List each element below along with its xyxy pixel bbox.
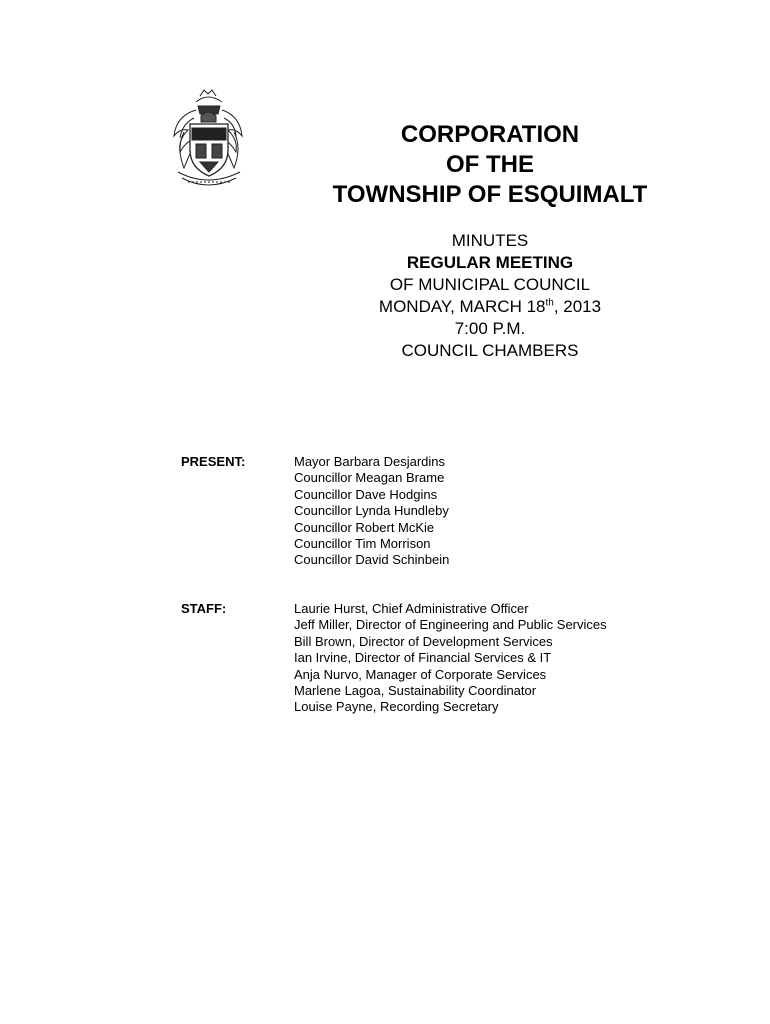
present-member: Councillor Dave Hodgins [294,486,438,502]
meeting-date-prefix: MONDAY, MARCH 18 [378,297,546,316]
present-member: Mayor Barbara Desjardins [294,454,446,469]
staff-list [294,601,607,716]
present-member: Councillor Meagan Brame [294,470,445,486]
staff-member: Ian Irvine, Director of Financial Services & IT [294,650,552,666]
present-member: Councillor Tim Morrison [294,536,431,552]
staff-member: Bill Brown, Director of Development Services [294,633,553,649]
meeting-date [290,296,690,318]
meeting-time: 7:00 P.M. [454,319,526,338]
present-member: Councillor Robert McKie [294,519,435,535]
present-list [294,454,449,569]
meeting-date-suffix: , 2013 [553,297,602,316]
meeting-name: REGULAR MEETING [406,253,574,272]
staff-member: Anja Nurvo, Manager of Corporate Services [294,666,547,682]
meeting-type: MINUTES [451,231,529,250]
title-line-3: TOWNSHIP OF ESQUIMALT [332,181,648,208]
title-line-1: CORPORATION [400,121,580,148]
present-member: Councillor Lynda Hundleby [294,503,449,519]
staff-member: Marlene Lagoa, Sustainability Coordinator [294,683,537,699]
present-member: Councillor David Schinbein [294,552,450,568]
title-line-2: OF THE [446,151,534,178]
coat-of-arms-icon [166,88,250,196]
meeting-details [290,230,690,362]
present-label: PRESENT: [181,454,246,469]
staff-member: Louise Payne, Recording Secretary [294,699,499,715]
meeting-body: OF MUNICIPAL COUNCIL [389,275,591,294]
document-title [290,120,690,210]
staff-member: Jeff Miller, Director of Engineering and Public Services [294,617,607,633]
meeting-location: COUNCIL CHAMBERS [401,341,579,360]
meeting-date-sup: th [545,297,554,309]
staff-label: STAFF: [181,601,227,616]
staff-member: Laurie Hurst, Chief Administrative Officer [294,601,529,616]
